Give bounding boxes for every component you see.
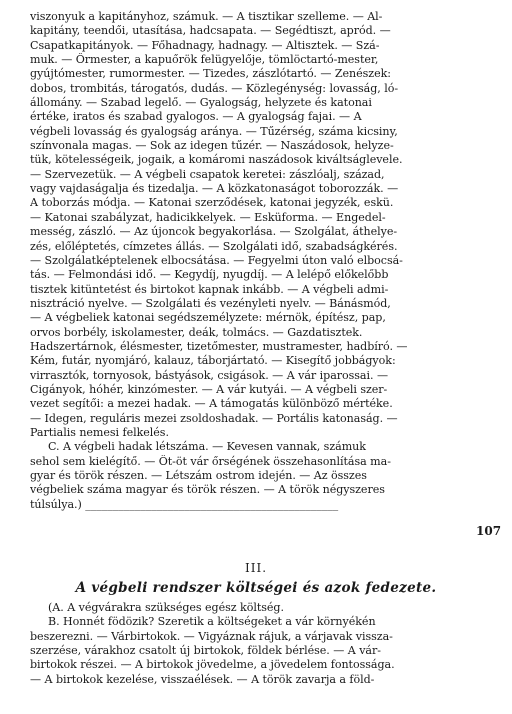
text-line: Csapatkapitányok. — Főhadnagy, hadnagy. — Altisztek. — Szá- [30,38,380,52]
text-line: végbeliek száma magyar és török részen. — A török négyszeres [30,483,385,497]
text-line: dobos, trombitás, tárogatós, dudás. — Közlegénység: lovasság, ló- [30,81,399,95]
section-numeral: III. [244,561,268,575]
text-line: tük, kötelességeik, jogaik, a komáromi naszádosok kiváltságlevele. [30,153,403,167]
text-line: virrasztók, tornyosok, bástyások, csigások. — A vár iparossai. — [30,368,388,382]
table-of-contents-body [30,10,466,512]
text-line: gyar és török részen. — Létszám ostrom idején. — Az összes [30,469,367,482]
text-line: — A birtokok kezelése, visszaélések. — A török zavarja a föld- [30,672,375,686]
text-line: színvonala magas. — Sok az idegen tűzér. — Naszádosok, helyze- [30,139,394,153]
text-line: birtokok részei. — A birtokok jövedelme, a jövedelem fontossága. [30,658,395,672]
text-line: viszonyuk a kapitányhoz, számuk. — A tisztikar szelleme. — Al- [30,10,383,23]
text-line: — Katonai szabályzat, hadicikkelyek. — Esküforma. — Engedel- [30,210,386,224]
text-line: Hadszertárnok, élésmester, tizetőmester, mustramester, hadbíró. — [30,339,408,353]
text-line: tás. — Felmondási idő. — Kegydíj, nyugdíj. — A lelépő előkelőbb [30,268,389,282]
text-line: sehol sem kielégítő. — Öt-öt vár őrségének összehasonlítása ma- [30,454,391,468]
text-line: — Szervezetük. — A végbeli csapatok keretei: zászlóalj, század, [30,167,385,181]
text-line: — A végbeliek katonai segédszemélyzete: mérnök, építész, pap, [30,311,386,325]
text-line: vezet segítői: a mezei hadak. — A támogatás különböző mértéke. [30,397,393,411]
text-line: zés, előléptetés, címzetes állás. — Szolgálati idő, szabadságkérés. [30,239,398,253]
text-line: Partialis nemesi felkelés. [30,425,169,439]
text-line: orvos borbély, iskolamester, deák, tolmács. — Gazdatisztek. [30,325,363,339]
text-line: B. Honnét födözik? Szeretik a költségeket a vár környékén [48,615,376,629]
text-line: (A. A végvárakra szükséges egész költség. [48,601,284,614]
text-line: tisztek kitüntetést és birtokot kapnak inkább. — A végbeli admi- [30,282,389,296]
text-line: vagy vajdaságalja és tizedalja. — A közkatonaságot toborozzák. — [30,182,399,196]
text-line: A toborzás módja. — Katonai szerződések, katonai jegyzék, eskü. [30,196,394,210]
section-contents [30,601,466,687]
text-line: beszerezni. — Várbirtokok. — Vigyáznak rájuk, a várjavak vissza- [30,629,393,643]
text-line: Kém, futár, nyomjáró, kalauz, táborjártató. — Kisegítő jobbágyok: [30,354,396,368]
text-line: C. A végbeli hadak létszáma. — Kevesen vannak, számuk [48,440,366,454]
text-line: — Szolgálatképtelenek elbocsátása. — Fegyelmi úton való elbocsá- [30,253,403,267]
text-line: állomány. — Szabad legelő. — Gyalogság, helyzete és katonai [30,96,372,110]
page-number: 107 [476,524,502,538]
text-line: nisztráció nyelve. — Szolgálati és vezényleti nyelv. — Bánásmód, [30,296,391,310]
text-line: kapitány, teendői, utasítása, hadcsapata. — Segédtiszt, apród. — [30,24,391,38]
text-line: gyújtómester, rumormester. — Tizedes, zászlótartó. — Zenészek: [30,67,391,81]
section-title: A végbeli rendszer költségei és azok fedezete. [75,580,437,596]
text-line: értéke, iratos és szabad gyalogos. — A gyalogság fajai. — A [30,110,362,124]
text-line: szerzése, várakhoz csatolt új birtokok, földek bérlése. — A vár- [30,644,381,658]
text-line: messég, zászló. — Az újoncok begyakorlása. — Szolgálat, áthelye- [30,225,398,239]
text-line: muk. — Őrmester, a kapuőrök felügyelője, tömlöctartó-mester, [30,53,379,67]
text-line: — Idegen, reguláris mezei zsoldoshadak. — Portális katonaság. — [30,411,398,425]
text-line: túlsúlya.) ______________________________________________ [30,497,339,511]
text-line: végbeli lovasság és gyalogság aránya. — Tűzérség, száma kicsiny, [30,124,398,138]
text-line: Cigányok, hóhér, kinzómester. — A vár kutyái. — A végbeli szer- [30,382,388,396]
